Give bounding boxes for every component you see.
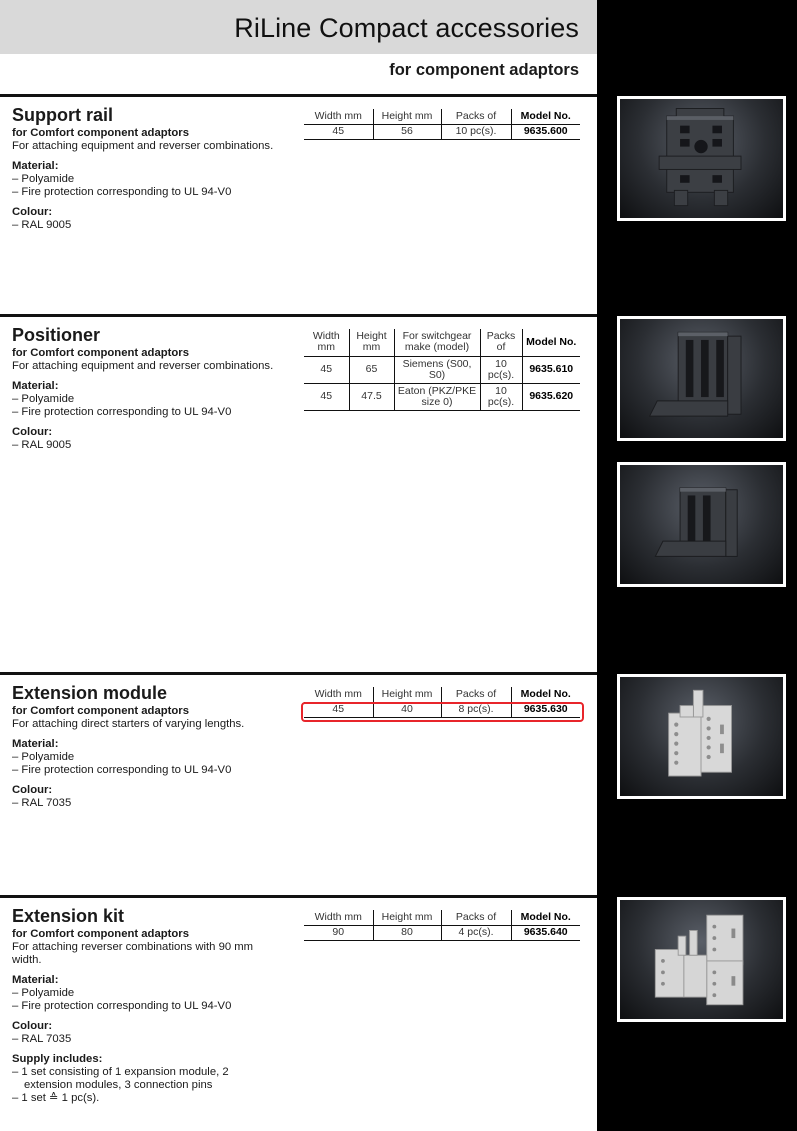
table-cell: Eaton (PKZ/PKE size 0) xyxy=(394,383,480,410)
extension-module-photo xyxy=(617,674,786,799)
column-header: Packs of xyxy=(441,109,511,124)
description-text: For attaching equipment and reverser combinations. xyxy=(12,360,274,372)
table-cell: 80 xyxy=(373,925,441,940)
table-row xyxy=(304,356,580,383)
spec-table xyxy=(304,910,580,941)
colour-item: – RAL 7035 xyxy=(12,797,72,809)
page-subtitle: for component adaptors xyxy=(389,61,579,79)
table-header-row xyxy=(304,109,580,124)
column-header: Model No. xyxy=(511,109,580,124)
material-item: – Fire protection corresponding to UL 94-V0 xyxy=(12,406,232,418)
description-text: For attaching direct starters of varying lengths. xyxy=(12,718,245,730)
column-header: Width mm xyxy=(304,109,373,124)
table-cell: 45 xyxy=(304,356,349,383)
column-header: Width mm xyxy=(304,910,373,925)
material-item: – Polyamide xyxy=(12,173,75,185)
table-header-row xyxy=(304,910,580,925)
spec-table xyxy=(304,109,580,140)
section-subheading: for Comfort component adaptors xyxy=(12,127,189,139)
section-extension-kit xyxy=(0,898,597,1131)
material-item: – Polyamide xyxy=(12,393,75,405)
section-subheading: for Comfort component adaptors xyxy=(12,928,189,940)
section-support-rail xyxy=(0,97,597,315)
column-header: Model No. xyxy=(522,329,580,356)
colour-label: Colour: xyxy=(12,426,53,438)
positioner-photo-alt xyxy=(617,462,786,587)
table-cell: 56 xyxy=(373,124,441,139)
column-header: Packs of xyxy=(441,910,511,925)
column-header: Height mm xyxy=(349,329,394,356)
table-cell: 4 pc(s). xyxy=(441,925,511,940)
spec-table xyxy=(304,329,580,411)
model-number-cell: 9635.630 xyxy=(511,702,580,717)
column-header: Width mm xyxy=(304,687,373,702)
column-header: Width mm xyxy=(304,329,349,356)
colour-label: Colour: xyxy=(12,784,53,796)
section-heading: Positioner xyxy=(12,325,101,345)
support-rail-photo xyxy=(617,96,786,221)
model-number-cell: 9635.640 xyxy=(511,925,580,940)
material-item: – Polyamide xyxy=(12,987,75,999)
positioner-photo xyxy=(617,316,786,441)
section-positioner xyxy=(0,317,597,672)
table-cell: 10 pc(s). xyxy=(480,356,522,383)
section-subheading: for Comfort component adaptors xyxy=(12,705,189,717)
table-cell: 65 xyxy=(349,356,394,383)
model-number-cell: 9635.610 xyxy=(522,356,580,383)
supply-label: Supply includes: xyxy=(12,1053,103,1065)
section-heading: Extension module xyxy=(12,683,168,703)
section-description xyxy=(12,928,282,1105)
column-header: Model No. xyxy=(511,910,580,925)
section-description xyxy=(12,347,302,452)
table-cell: 45 xyxy=(304,124,373,139)
material-item: – Fire protection corresponding to UL 94-V0 xyxy=(12,764,232,776)
supply-item: – 1 set consisting of 1 expansion module, 2 extension modules, 3 connection pins xyxy=(12,1066,229,1091)
column-header: Model No. xyxy=(511,687,580,702)
column-header: For switchgear make (model) xyxy=(394,329,480,356)
description-text: For attaching equipment and reverser combinations. xyxy=(12,140,274,152)
highlight-box xyxy=(301,702,584,722)
supply-item: – 1 set ≙ 1 pc(s). xyxy=(12,1092,100,1104)
table-cell: 10 pc(s). xyxy=(480,383,522,410)
section-heading: Extension kit xyxy=(12,906,125,926)
colour-label: Colour: xyxy=(12,206,53,218)
model-number-cell: 9635.620 xyxy=(522,383,580,410)
material-item: – Polyamide xyxy=(12,751,75,763)
material-item: – Fire protection corresponding to UL 94-V0 xyxy=(12,1000,232,1012)
column-header: Height mm xyxy=(373,109,441,124)
column-header: Packs of xyxy=(480,329,522,356)
extension-kit-photo xyxy=(617,897,786,1022)
section-description xyxy=(12,127,302,232)
table-row xyxy=(304,124,580,139)
material-label: Material: xyxy=(12,974,59,986)
table-cell: Siemens (S00, S0) xyxy=(394,356,480,383)
table-cell: 40 xyxy=(373,702,441,717)
colour-item: – RAL 7035 xyxy=(12,1033,72,1045)
material-label: Material: xyxy=(12,160,59,172)
table-cell: 8 pc(s). xyxy=(441,702,511,717)
table-cell: 47.5 xyxy=(349,383,394,410)
table-cell: 10 pc(s). xyxy=(441,124,511,139)
colour-item: – RAL 9005 xyxy=(12,219,72,231)
description-text: For attaching reverser combinations with 90 mm width. xyxy=(12,941,254,966)
material-label: Material: xyxy=(12,380,59,392)
material-label: Material: xyxy=(12,738,59,750)
model-number-cell: 9635.600 xyxy=(511,124,580,139)
table-row xyxy=(304,925,580,940)
column-header: Height mm xyxy=(373,687,441,702)
table-header-row xyxy=(304,687,580,702)
section-subheading: for Comfort component adaptors xyxy=(12,347,189,359)
table-cell: 45 xyxy=(304,702,373,717)
column-header: Height mm xyxy=(373,910,441,925)
table-row xyxy=(304,383,580,410)
column-header: Packs of xyxy=(441,687,511,702)
table-cell: 45 xyxy=(304,383,349,410)
colour-item: – RAL 9005 xyxy=(12,439,72,451)
section-heading: Support rail xyxy=(12,105,114,125)
page-title: RiLine Compact accessories xyxy=(234,13,579,43)
colour-label: Colour: xyxy=(12,1020,53,1032)
table-cell: 90 xyxy=(304,925,373,940)
title-bar xyxy=(0,0,597,54)
material-item: – Fire protection corresponding to UL 94-V0 xyxy=(12,186,232,198)
table-header-row xyxy=(304,329,580,356)
section-description xyxy=(12,705,302,810)
